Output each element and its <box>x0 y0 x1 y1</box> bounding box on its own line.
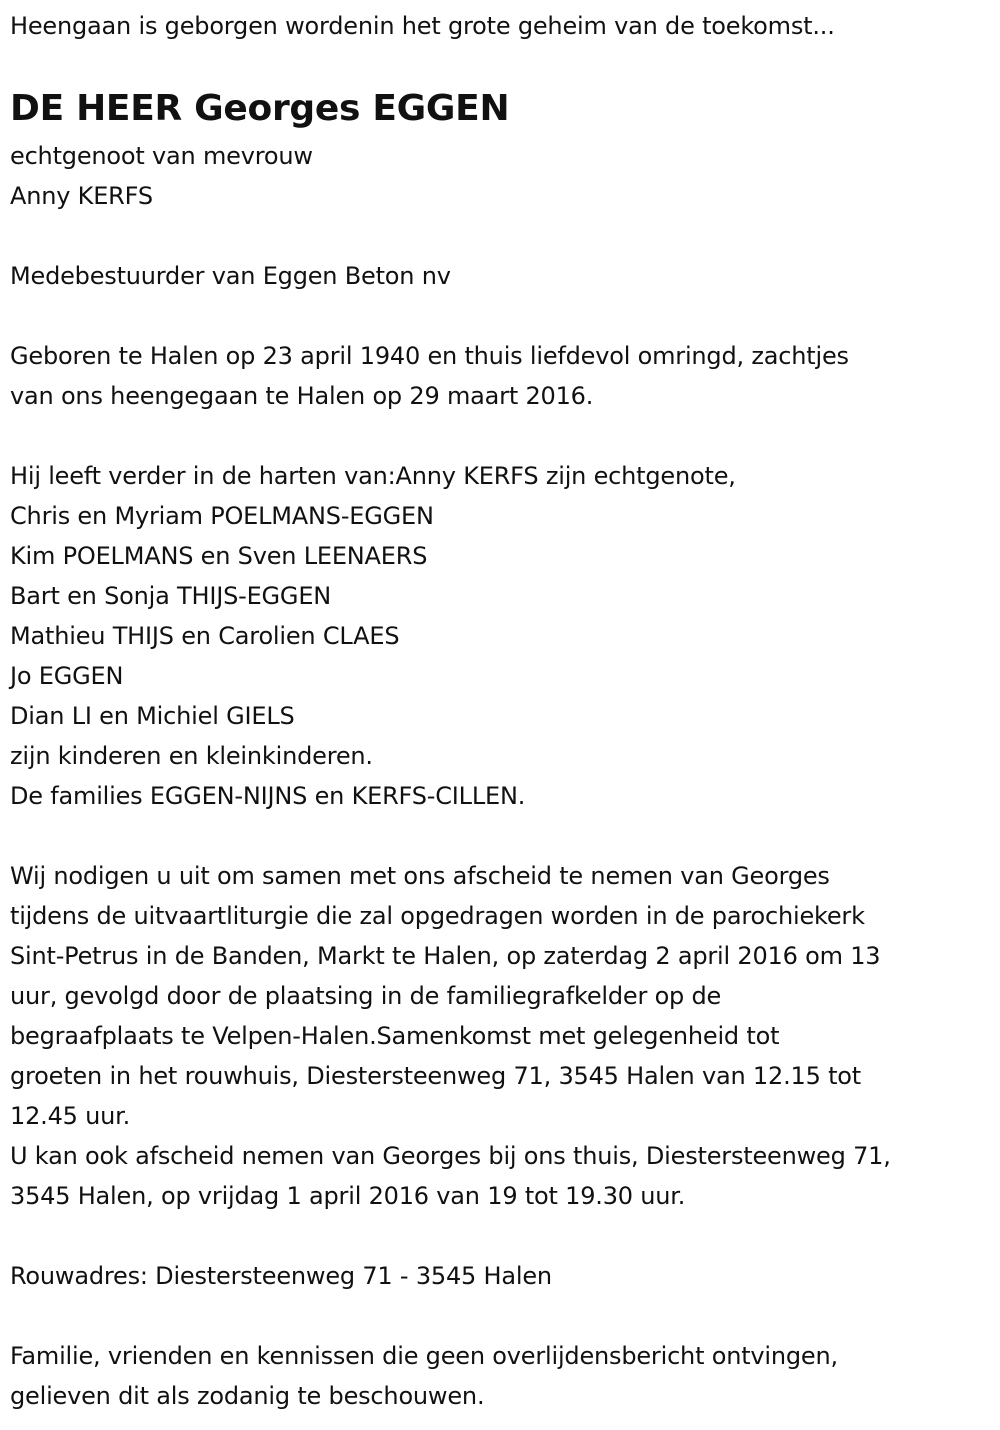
spouse-name: Anny KERFS <box>10 182 153 210</box>
ceremony-line: tijdens de uitvaartliturgie die zal opgedragen worden in de parochiekerk <box>10 902 865 930</box>
spouse-block <box>10 136 995 216</box>
ceremony-line: 12.45 uur. <box>10 1102 131 1130</box>
family-line: Dian LI en Michiel GIELS <box>10 702 295 730</box>
closing-block <box>10 1336 995 1416</box>
obituary-notice <box>10 0 995 1416</box>
family-line: De families EGGEN-NIJNS en KERFS-CILLEN. <box>10 782 526 810</box>
family-line: Mathieu THIJS en Carolien CLAES <box>10 622 400 650</box>
family-line: Chris en Myriam POELMANS-EGGEN <box>10 502 434 530</box>
family-line: Hij leeft verder in de harten van:Anny KERFS zijn echtgenote, <box>10 462 736 490</box>
spacer <box>10 416 995 456</box>
birth-death-line: Geboren te Halen op 23 april 1940 en thuis liefdevol omringd, zachtjes <box>10 342 849 370</box>
ceremony-line: Wij nodigen u uit om samen met ons afscheid te nemen van Georges <box>10 862 830 890</box>
deceased-name: DE HEER Georges EGGEN <box>10 88 510 129</box>
spacer <box>10 1216 995 1256</box>
role-line: Medebestuurder van Eggen Beton nv <box>10 262 451 290</box>
ceremony-line: Sint-Petrus in de Banden, Markt te Halen, op zaterdag 2 april 2016 om 13 <box>10 942 881 970</box>
mourning-address: Rouwadres: Diestersteenweg 71 - 3545 Halen <box>10 1262 552 1290</box>
ceremony-line: uur, gevolgd door de plaatsing in de familiegrafkelder op de <box>10 982 722 1010</box>
spacer <box>10 1296 995 1336</box>
spouse-line: echtgenoot van mevrouw <box>10 142 313 170</box>
spacer <box>10 296 995 336</box>
family-line: zijn kinderen en kleinkinderen. <box>10 742 373 770</box>
family-line: Jo EGGEN <box>10 662 124 690</box>
ceremony-line: groeten in het rouwhuis, Diestersteenweg 71, 3545 Halen van 12.15 tot <box>10 1062 861 1090</box>
intro-quote: Heengaan is geborgen wordenin het grote geheim van de toekomst... <box>10 12 835 40</box>
family-line: Bart en Sonja THIJS-EGGEN <box>10 582 332 610</box>
birth-death-line: van ons heengegaan te Halen op 29 maart 2016. <box>10 382 594 410</box>
family-line: Kim POELMANS en Sven LEENAERS <box>10 542 428 570</box>
closing-line: Familie, vrienden en kennissen die geen overlijdensbericht ontvingen, <box>10 1342 838 1370</box>
family-block <box>10 456 995 816</box>
ceremony-line: begraafplaats te Velpen-Halen.Samenkomst met gelegenheid tot <box>10 1022 780 1050</box>
ceremony-line: 3545 Halen, op vrijdag 1 april 2016 van 19 tot 19.30 uur. <box>10 1182 686 1210</box>
closing-line: gelieven dit als zodanig te beschouwen. <box>10 1382 485 1410</box>
ceremony-block <box>10 856 995 1216</box>
spacer <box>10 216 995 256</box>
birth-death-block <box>10 336 995 416</box>
ceremony-line: U kan ook afscheid nemen van Georges bij ons thuis, Diestersteenweg 71, <box>10 1142 891 1170</box>
spacer <box>10 816 995 856</box>
